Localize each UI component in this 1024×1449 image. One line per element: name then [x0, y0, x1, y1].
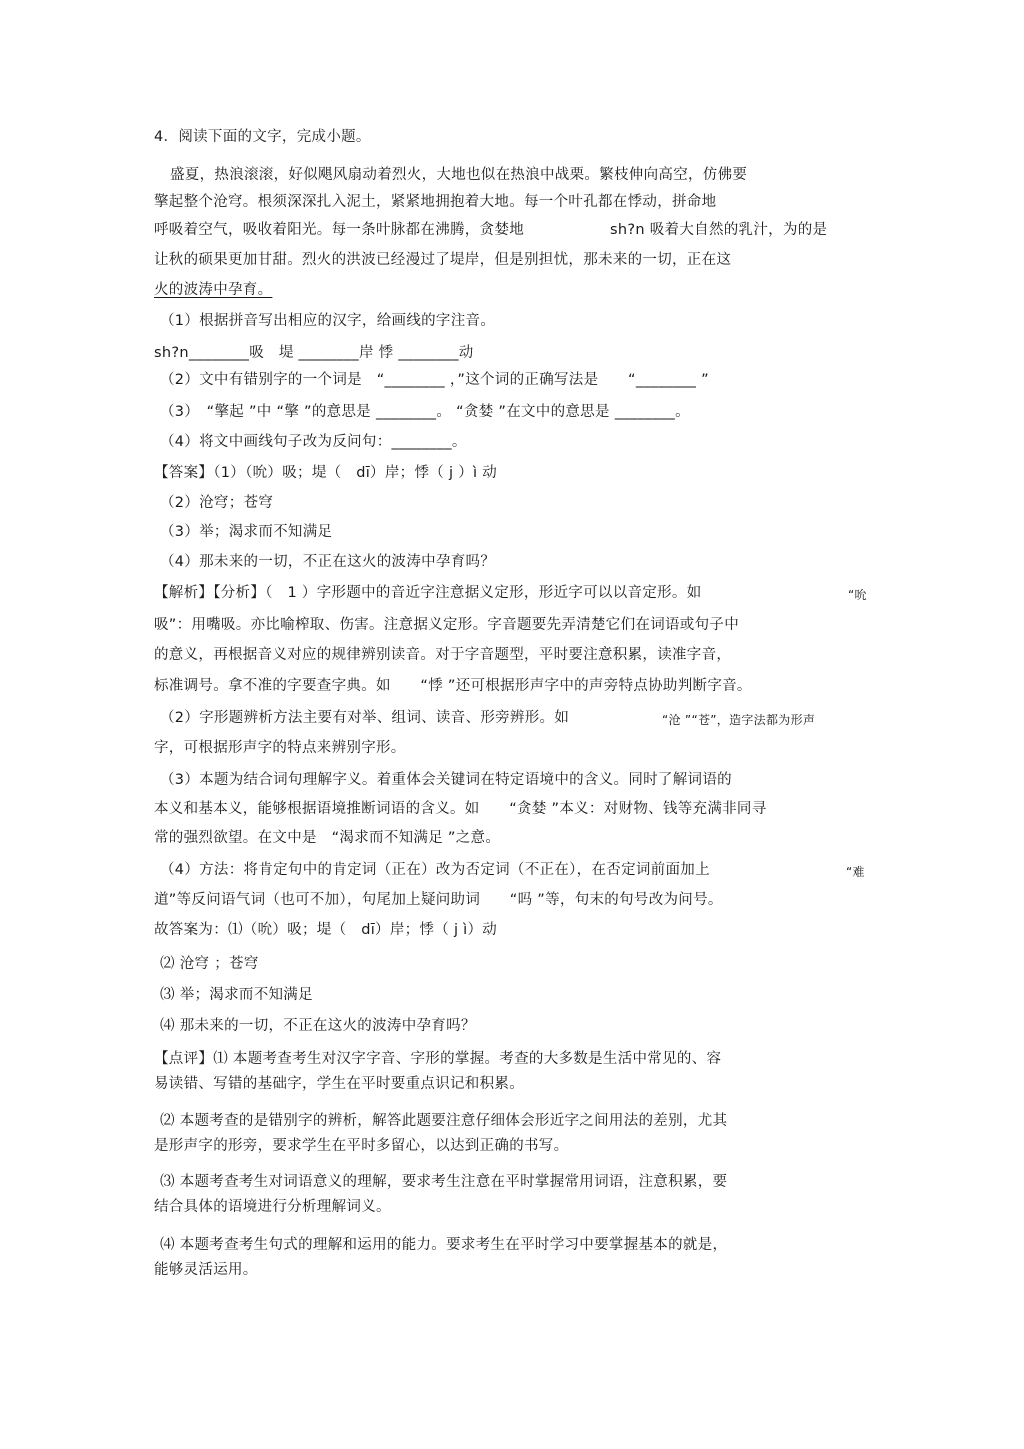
analysis-line: ⑶ 举；渴求而不知满足 [160, 987, 313, 1003]
passage-underlined-sentence: 火的波涛中孕育。 [154, 282, 273, 298]
passage-line: 擎起整个沧穹。根须深深扎入泥土，紧紧地拥抱着大地。每一个叶孔都在悸动，拼命地 [154, 194, 717, 210]
comment-line: ⑶ 本题考查考生对词语意义的理解，要求考生注意在平时掌握常用词语，注意积累，要 [160, 1174, 728, 1190]
analysis-line: “沧 ”“苍”，造字法都为形声 [662, 713, 816, 727]
analysis-line: 字，可根据形声字的特点来辨别字形。 [154, 740, 406, 756]
passage-line: 盛夏，热浪滚滚，好似飓风扇动着烈火，大地也似在热浪中战栗。繁枝伸向高空，仿佛要 [170, 167, 748, 183]
analysis-line: （3）本题为结合词句理解字义。着重体会关键词在特定语境中的含义。同时了解词语的 [160, 772, 732, 788]
analysis-line: 吸”：用嘴吸。亦比喻榨取、伤害。注意据义定形。字音题要先弄清楚它们在词语或句子中 [154, 617, 740, 633]
sub-question-1: （1）根据拼音写出相应的汉字，给画线的字注音。 [160, 313, 496, 329]
analysis-line: “吮 [848, 588, 867, 602]
answer-line: （3）举；渴求而不知满足 [160, 524, 333, 540]
question-title: 4．阅读下面的文字，完成小题。 [154, 129, 371, 145]
passage-line: 让秋的硕果更加甘甜。烈火的洪波已经漫过了堤岸，但是别担忧，那未来的一切，正在这 [154, 252, 732, 268]
analysis-line: 标准调号。拿不准的字要查字典。如 “悸 ”还可根据形声字中的声旁特点协助判断字音。 [154, 678, 752, 694]
comment-line: 易读错、写错的基础字，学生在平时要重点识记和积累。 [154, 1076, 524, 1092]
answer-line: 【答案】（1）（吮）吸；堤（ dī）岸；悸（ j ）ì 动 [154, 465, 498, 481]
analysis-line: “难 [846, 865, 865, 879]
analysis-line: ⑷ 那未来的一切，不正在这火的波涛中孕育吗？ [160, 1018, 476, 1034]
comment-line: 结合具体的语境进行分析理解词义。 [154, 1199, 391, 1215]
comment-line: 【点评】⑴ 本题考查考生对汉字字音、字形的掌握。考查的大多数是生活中常见的、容 [154, 1051, 722, 1067]
passage-line: sh?n 吸着大自然的乳汁，为的是 [610, 222, 828, 238]
analysis-line: 故答案为：⑴（吮）吸；堤（ dī）岸；悸（ j ì）动 [154, 922, 498, 938]
comment-line: ⑷ 本题考查考生句式的理解和运用的能力。要求考生在平时学习中要掌握基本的就是， [160, 1237, 728, 1253]
sub-question-3: （3） “擎起 ”中 “擎 ”的意思是 ________。 “贪婪 ”在文中的意思是 ________。 [160, 404, 690, 420]
sub-question-1-blanks: sh?n________吸 堤 ________岸 悸 ________动 [154, 345, 474, 361]
answer-line: （2）沧穹；苍穹 [160, 495, 274, 511]
sub-question-4: （4）将文中画线句子改为反问句：________。 [160, 434, 467, 450]
analysis-line: ⑵ 沧穹 ；苍穹 [160, 956, 259, 972]
analysis-line: 【解析】【分析】（ 1 ）字形题中的音近字注意据义定形，形近字可以以音定形。如 [154, 585, 702, 601]
analysis-line: （2）字形题辨析方法主要有对举、组词、读音、形旁辨形。如 [160, 710, 570, 726]
comment-line: ⑵ 本题考查的是错别字的辨析，解答此题要注意仔细体会形近字之间用法的差别，尤其 [160, 1113, 728, 1129]
analysis-line: 的意义，再根据音义对应的规律辨别读音。对于字音题型，平时要注意积累，读准字音， [154, 647, 732, 663]
comment-line: 是形声字的形旁，要求学生在平时多留心，以达到正确的书写。 [154, 1138, 569, 1154]
comment-line: 能够灵活运用。 [154, 1262, 258, 1278]
analysis-line: （4）方法：将肯定句中的肯定词（正在）改为否定词（不正在），在否定词前面加上 [160, 862, 710, 878]
analysis-line: 道”等反问语气词（也可不加），句尾加上疑问助词 “吗 ”等，句末的句号改为问号。 [154, 892, 723, 908]
answer-line: （4）那未来的一切，不正在这火的波涛中孕育吗？ [160, 554, 496, 570]
sub-question-2: （2）文中有错别字的一个词是 “________ ，”这个词的正确写法是 “________ ” [160, 372, 709, 388]
analysis-line: 本义和基本义，能够根据语境推断词语的含义。如 “贪婪 ”本义：对财物、钱等充满非同寻 [154, 801, 767, 817]
analysis-line: 常的强烈欲望。在文中是 “渴求而不知满足 ”之意。 [154, 830, 501, 846]
passage-line: 呼吸着空气，吸收着阳光。每一条叶脉都在沸腾，贪婪地 [154, 222, 524, 238]
